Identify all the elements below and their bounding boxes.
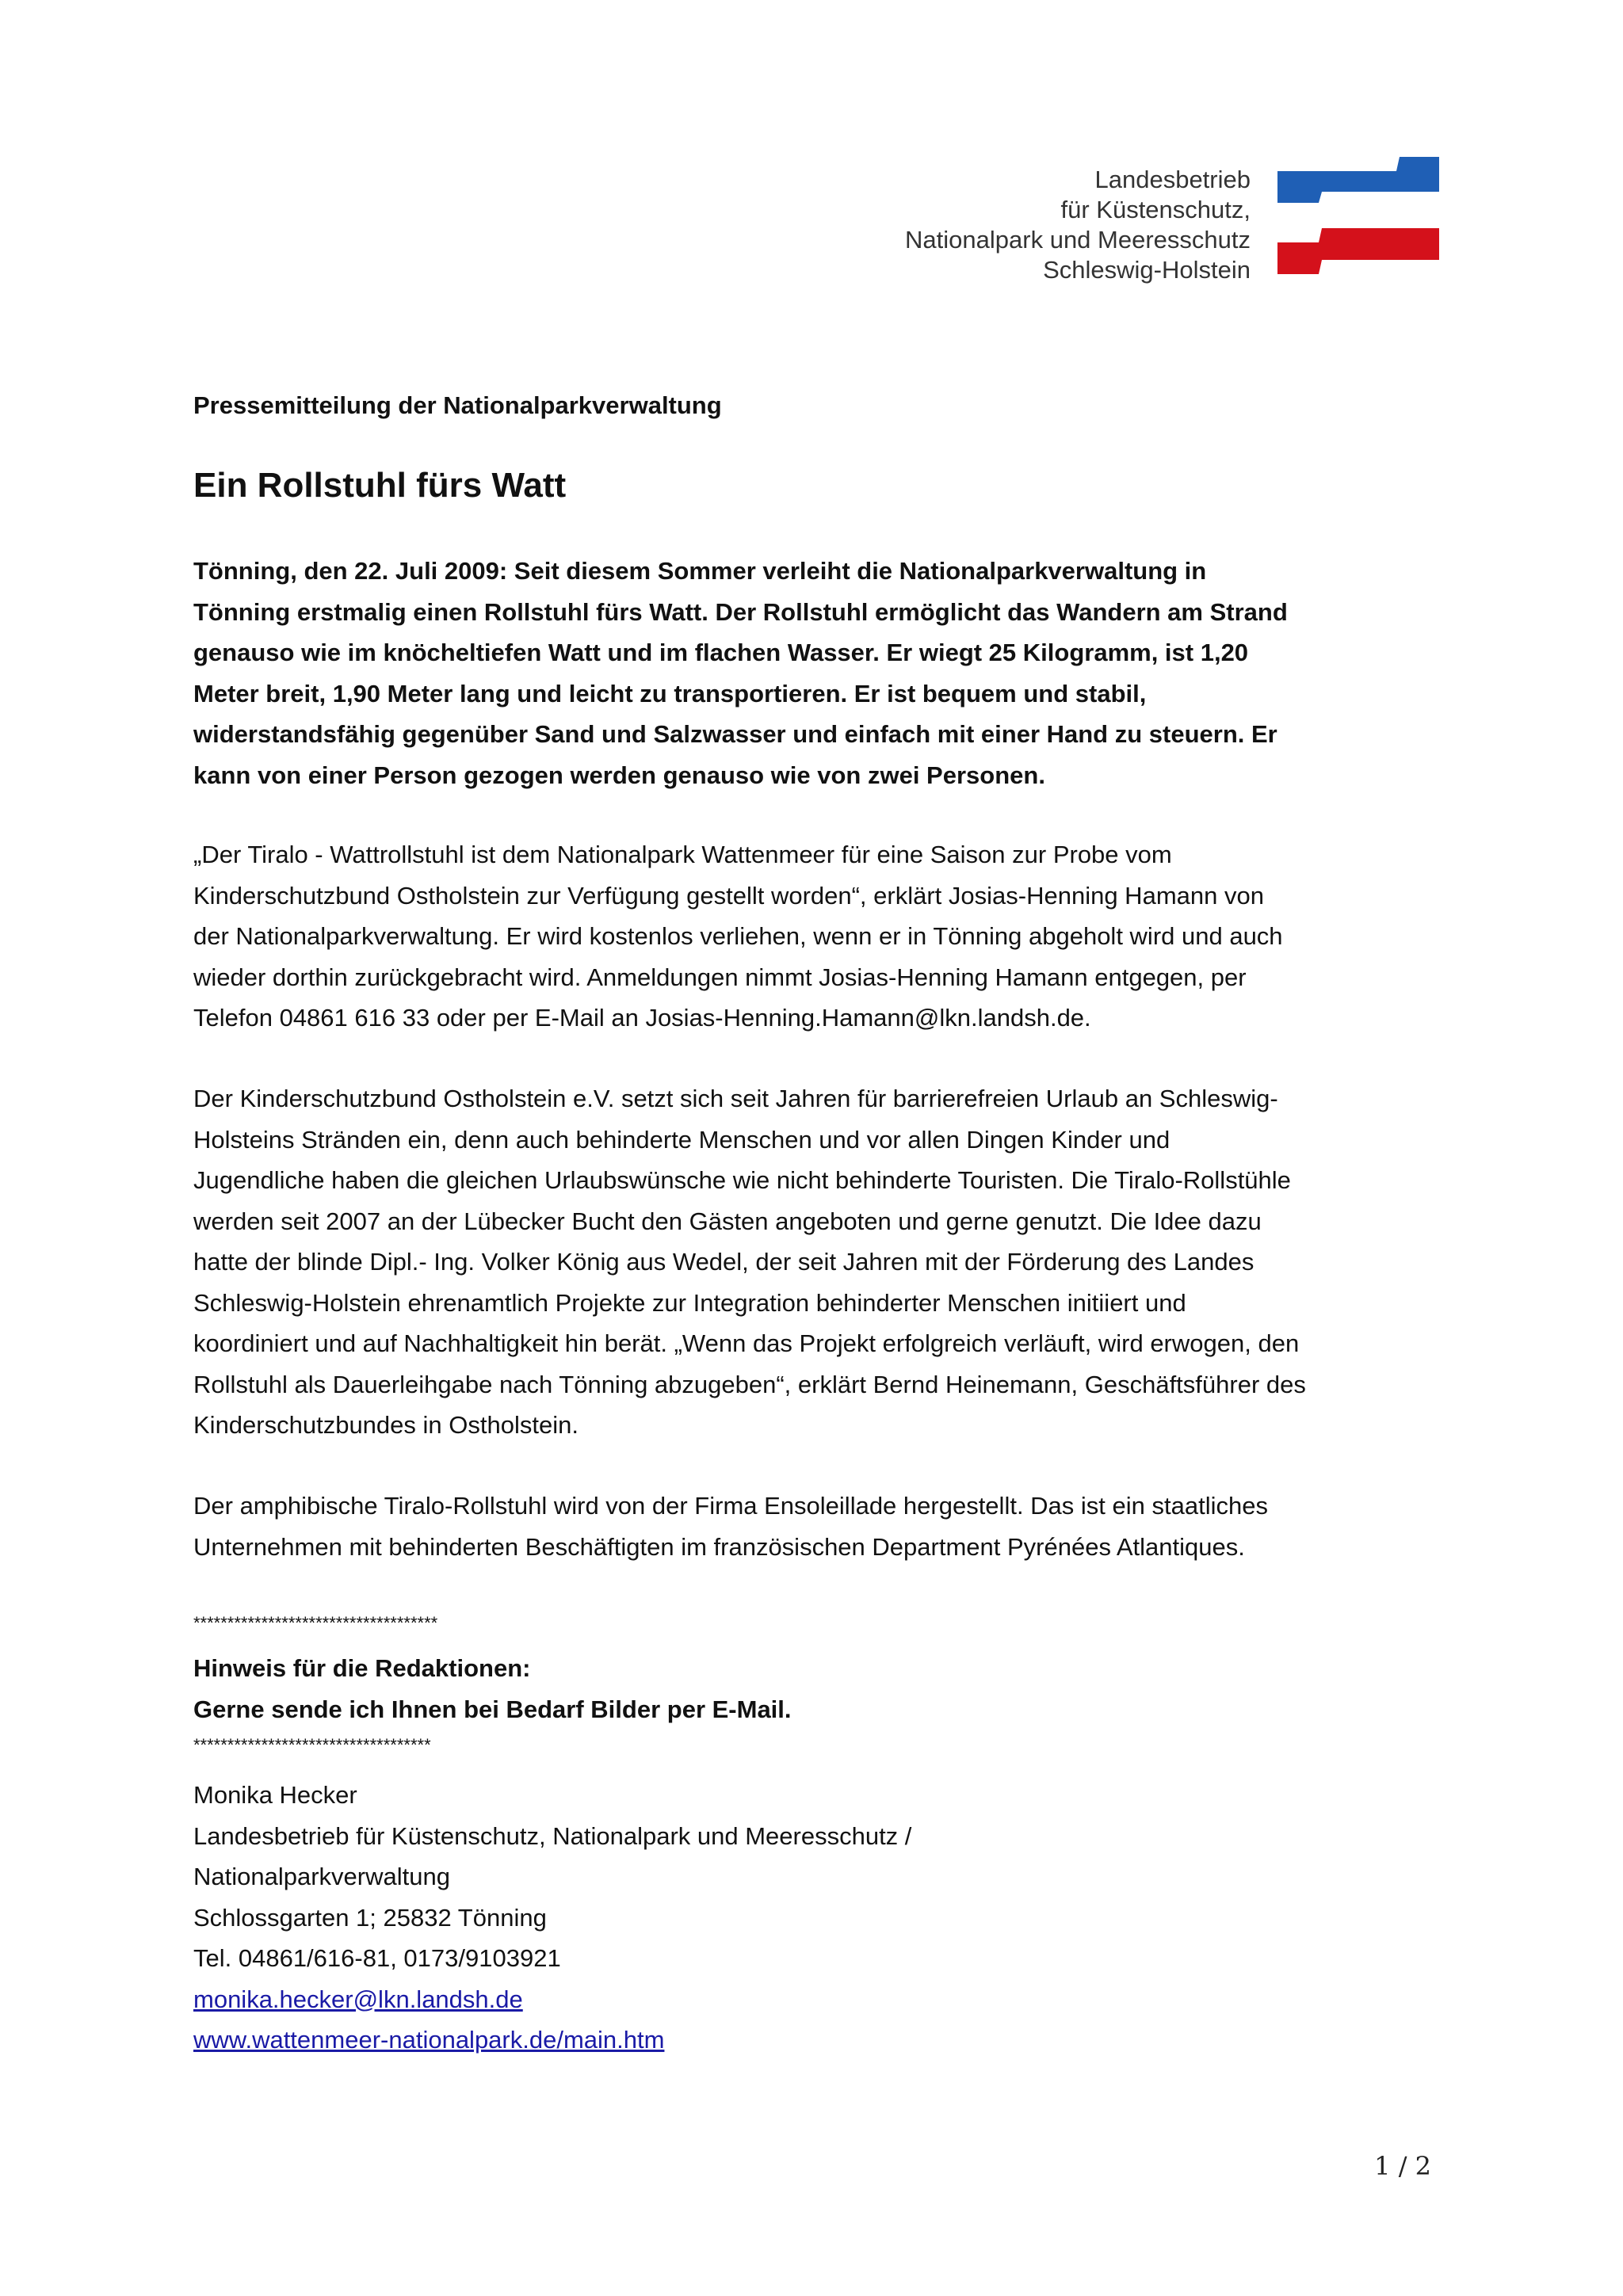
logo-line: für Küstenschutz, [1060,196,1251,223]
contact-organization: Landesbetrieb für Küstenschutz, Nationalpark und Meeresschutz / [193,1821,912,1850]
paragraph-line: Unternehmen mit behinderten Beschäftigten im französischen Department Pyrénées Atlantiques. [193,1532,1245,1561]
separator-stars-top: ************************************ [193,1613,438,1633]
page-title: Ein Rollstuhl fürs Watt [193,466,567,505]
paragraph-line: hatte der blinde Dipl.- Ing. Volker König aus Wedel, der seit Jahren mit der Förderung des Landes [193,1248,1254,1276]
lead-line: widerstandsfähig gegenüber Sand und Salzwasser und einfach mit einer Hand zu steuern. Er [193,720,1277,748]
contact-name: Monika Hecker [193,1781,357,1809]
note-heading: Hinweis für die Redaktionen: [193,1654,531,1682]
paragraph-line: der Nationalparkverwaltung. Er wird kostenlos verliehen, wenn er in Tönning abgeholt wird und auch [193,922,1283,950]
lead-line: Meter breit, 1,90 Meter lang und leicht zu transportieren. Er ist bequem und stabil, [193,679,1147,707]
lead-line: kann von einer Person gezogen werden genauso wie von zwei Personen. [193,761,1045,789]
paragraph-line: Telefon 04861 616 33 oder per E-Mail an Josias-Henning.Hamann@lkn.landsh.de. [193,1004,1091,1032]
logo-line: Landesbetrieb [1094,166,1251,193]
paragraph-line: Jugendliche haben die gleichen Urlaubswünsche wie nicht behinderte Touristen. Die Tiralo-Rollstühle [193,1166,1291,1194]
lead-paragraph [193,551,1438,795]
document-kicker: Pressemitteilung der Nationalparkverwaltung [193,391,722,419]
website-link[interactable]: www.wattenmeer-nationalpark.de/main.htm [193,2026,665,2054]
logo-line: Schleswig-Holstein [1043,256,1251,284]
page-number: 1 / 2 [1374,2151,1431,2181]
body-paragraph-3 [193,1486,1438,1567]
logo-red-stripe [1277,228,1439,274]
body-paragraph-2 [193,1078,1438,1446]
note-text: Gerne sende ich Ihnen bei Bedarf Bilder per E-Mail. [193,1695,792,1723]
paragraph-line: Der Kinderschutzbund Ostholstein e.V. setzt sich seit Jahren für barrierefreien Urlaub an Schleswig- [193,1085,1278,1112]
lead-line: Tönning, den 22. Juli 2009: Seit diesem Sommer verleiht die Nationalparkverwaltung in [193,557,1207,585]
editorial-note [193,1648,792,1730]
contact-address: Schlossgarten 1; 25832 Tönning [193,1903,547,1932]
paragraph-line: Rollstuhl als Dauerleihgabe nach Tönning abzugeben“, erklärt Bernd Heinemann, Geschäftsführer des [193,1370,1306,1398]
paragraph-line: werden seit 2007 an der Lübecker Bucht den Gästen angeboten und gerne genutzt. Die Idee dazu [193,1207,1262,1235]
paragraph-line: wieder dorthin zurückgebracht wird. Anmeldungen nimmt Josias-Henning Hamann entgegen, per [193,963,1247,991]
contact-organization: Nationalparkverwaltung [193,1863,450,1890]
contact-email-link[interactable]: monika.hecker@lkn.landsh.de [193,1985,523,2013]
lead-line: Tönning erstmalig einen Rollstuhl fürs Watt. Der Rollstuhl ermöglicht das Wandern am Strand [193,597,1288,626]
paragraph-line: koordiniert und auf Nachhaltigkeit hin berät. „Wenn das Projekt erfolgreich verläuft, wird erwogen, den [193,1329,1300,1357]
flag-logo-icon [1277,157,1439,274]
paragraph-line: Kinderschutzbundes in Ostholstein. [193,1411,579,1439]
paragraph-line: Holsteins Stränden ein, denn auch behinderte Menschen und vor allen Dingen Kinder und [193,1125,1170,1154]
paragraph-line: Schleswig-Holstein ehrenamtlich Projekte zur Integration behinderter Menschen initiiert und [193,1288,1186,1317]
logo-blue-stripe [1277,157,1439,203]
organization-logo-text [905,165,1251,285]
paragraph-line: Kinderschutzbund Ostholstein zur Verfügung gestellt worden“, erklärt Josias-Henning Hamann von [193,881,1264,910]
paragraph-line: Der amphibische Tiralo-Rollstuhl wird von der Firma Ensoleillade hergestellt. Das ist ein staatliches [193,1492,1268,1520]
separator-stars-bottom: *********************************** [193,1735,431,1755]
lead-line: genauso wie im knöcheltiefen Watt und im flachen Wasser. Er wiegt 25 Kilogramm, ist 1,20 [193,639,1249,666]
contact-block [193,1775,911,2061]
body-paragraph-1 [193,834,1438,1039]
logo-line: Nationalpark und Meeresschutz [905,226,1251,254]
contact-phone: Tel. 04861/616-81, 0173/9103921 [193,1944,561,1972]
paragraph-line: „Der Tiralo - Wattrollstuhl ist dem Nationalpark Wattenmeer für eine Saison zur Probe vom [193,841,1172,868]
